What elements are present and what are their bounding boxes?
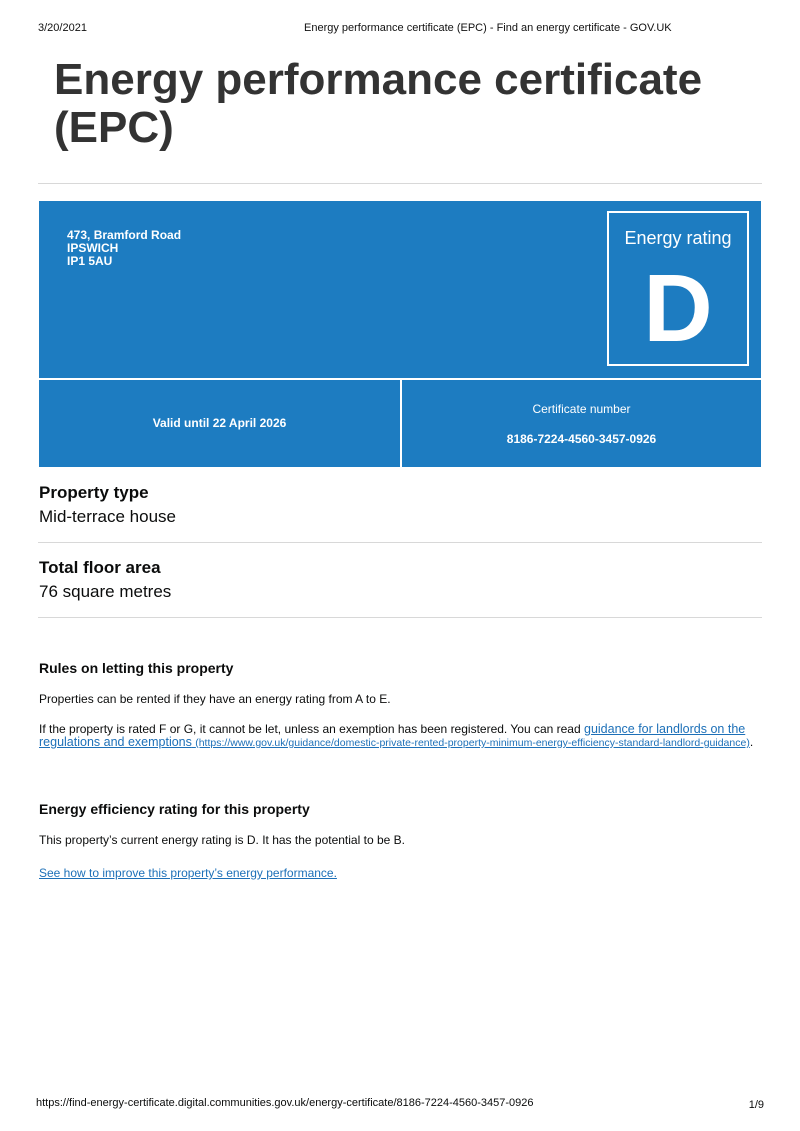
address-line: 473, Bramford Road — [67, 228, 182, 242]
page-title: Energy performance certificate (EPC) — [54, 55, 703, 152]
landlord-guidance-url: (https://www.gov.uk/guidance/domestic-private-rented-property-minimum-energy-efficiency-standard-landlord-guidance) — [195, 737, 750, 749]
divider — [38, 542, 762, 543]
energy-rating-box — [607, 211, 749, 366]
floor-area-heading: Total floor area — [39, 558, 161, 577]
address-line: IPSWICH — [67, 241, 119, 255]
letting-rules-heading: Rules on letting this property — [39, 660, 234, 676]
property-type-value: Mid-terrace house — [39, 507, 177, 526]
divider — [400, 378, 402, 467]
exemption-text-end: . — [749, 735, 754, 749]
page-number: 1/9 — [748, 1099, 764, 1111]
energy-rating-letter: D — [643, 255, 713, 362]
efficiency-heading: Energy efficiency rating for this property — [39, 801, 310, 817]
letting-rules-text: Properties can be rented if they have an energy rating from A to E. — [39, 692, 391, 706]
address-line: IP1 5AU — [67, 254, 113, 268]
certificate-number-label: Certificate number — [532, 402, 631, 416]
letting-exemption-text — [39, 723, 755, 750]
valid-until: Valid until 22 April 2026 — [152, 416, 287, 430]
exemption-text: If the property is rated F or G, it cannot be let, unless an exemption has been registered. You can read — [39, 722, 584, 736]
print-footer — [36, 1097, 764, 1109]
print-page-title: Energy performance certificate (EPC) - Find an energy certificate - GOV.UK — [304, 22, 672, 34]
property-address — [67, 229, 181, 268]
landlord-guidance-link-text: guidance for landlords on the regulations and exemptions — [39, 722, 746, 749]
property-type-heading: Property type — [39, 483, 149, 502]
print-date: 3/20/2021 — [38, 22, 87, 34]
floor-area-value: 76 square metres — [39, 582, 172, 601]
print-header — [38, 22, 760, 36]
divider — [38, 183, 762, 184]
efficiency-text: This property’s current energy rating is D. It has the potential to be B. — [39, 833, 405, 847]
certificate-summary — [39, 201, 761, 467]
footer-url: https://find-energy-certificate.digital.communities.gov.uk/energy-certificate/8186-7224-4560-3457-0926 — [36, 1097, 534, 1109]
energy-rating-label: Energy rating — [624, 228, 732, 248]
divider — [38, 617, 762, 618]
improve-performance-link[interactable]: See how to improve this property’s energy performance. — [39, 866, 337, 880]
certificate-number: 8186-7224-4560-3457-0926 — [506, 432, 657, 446]
